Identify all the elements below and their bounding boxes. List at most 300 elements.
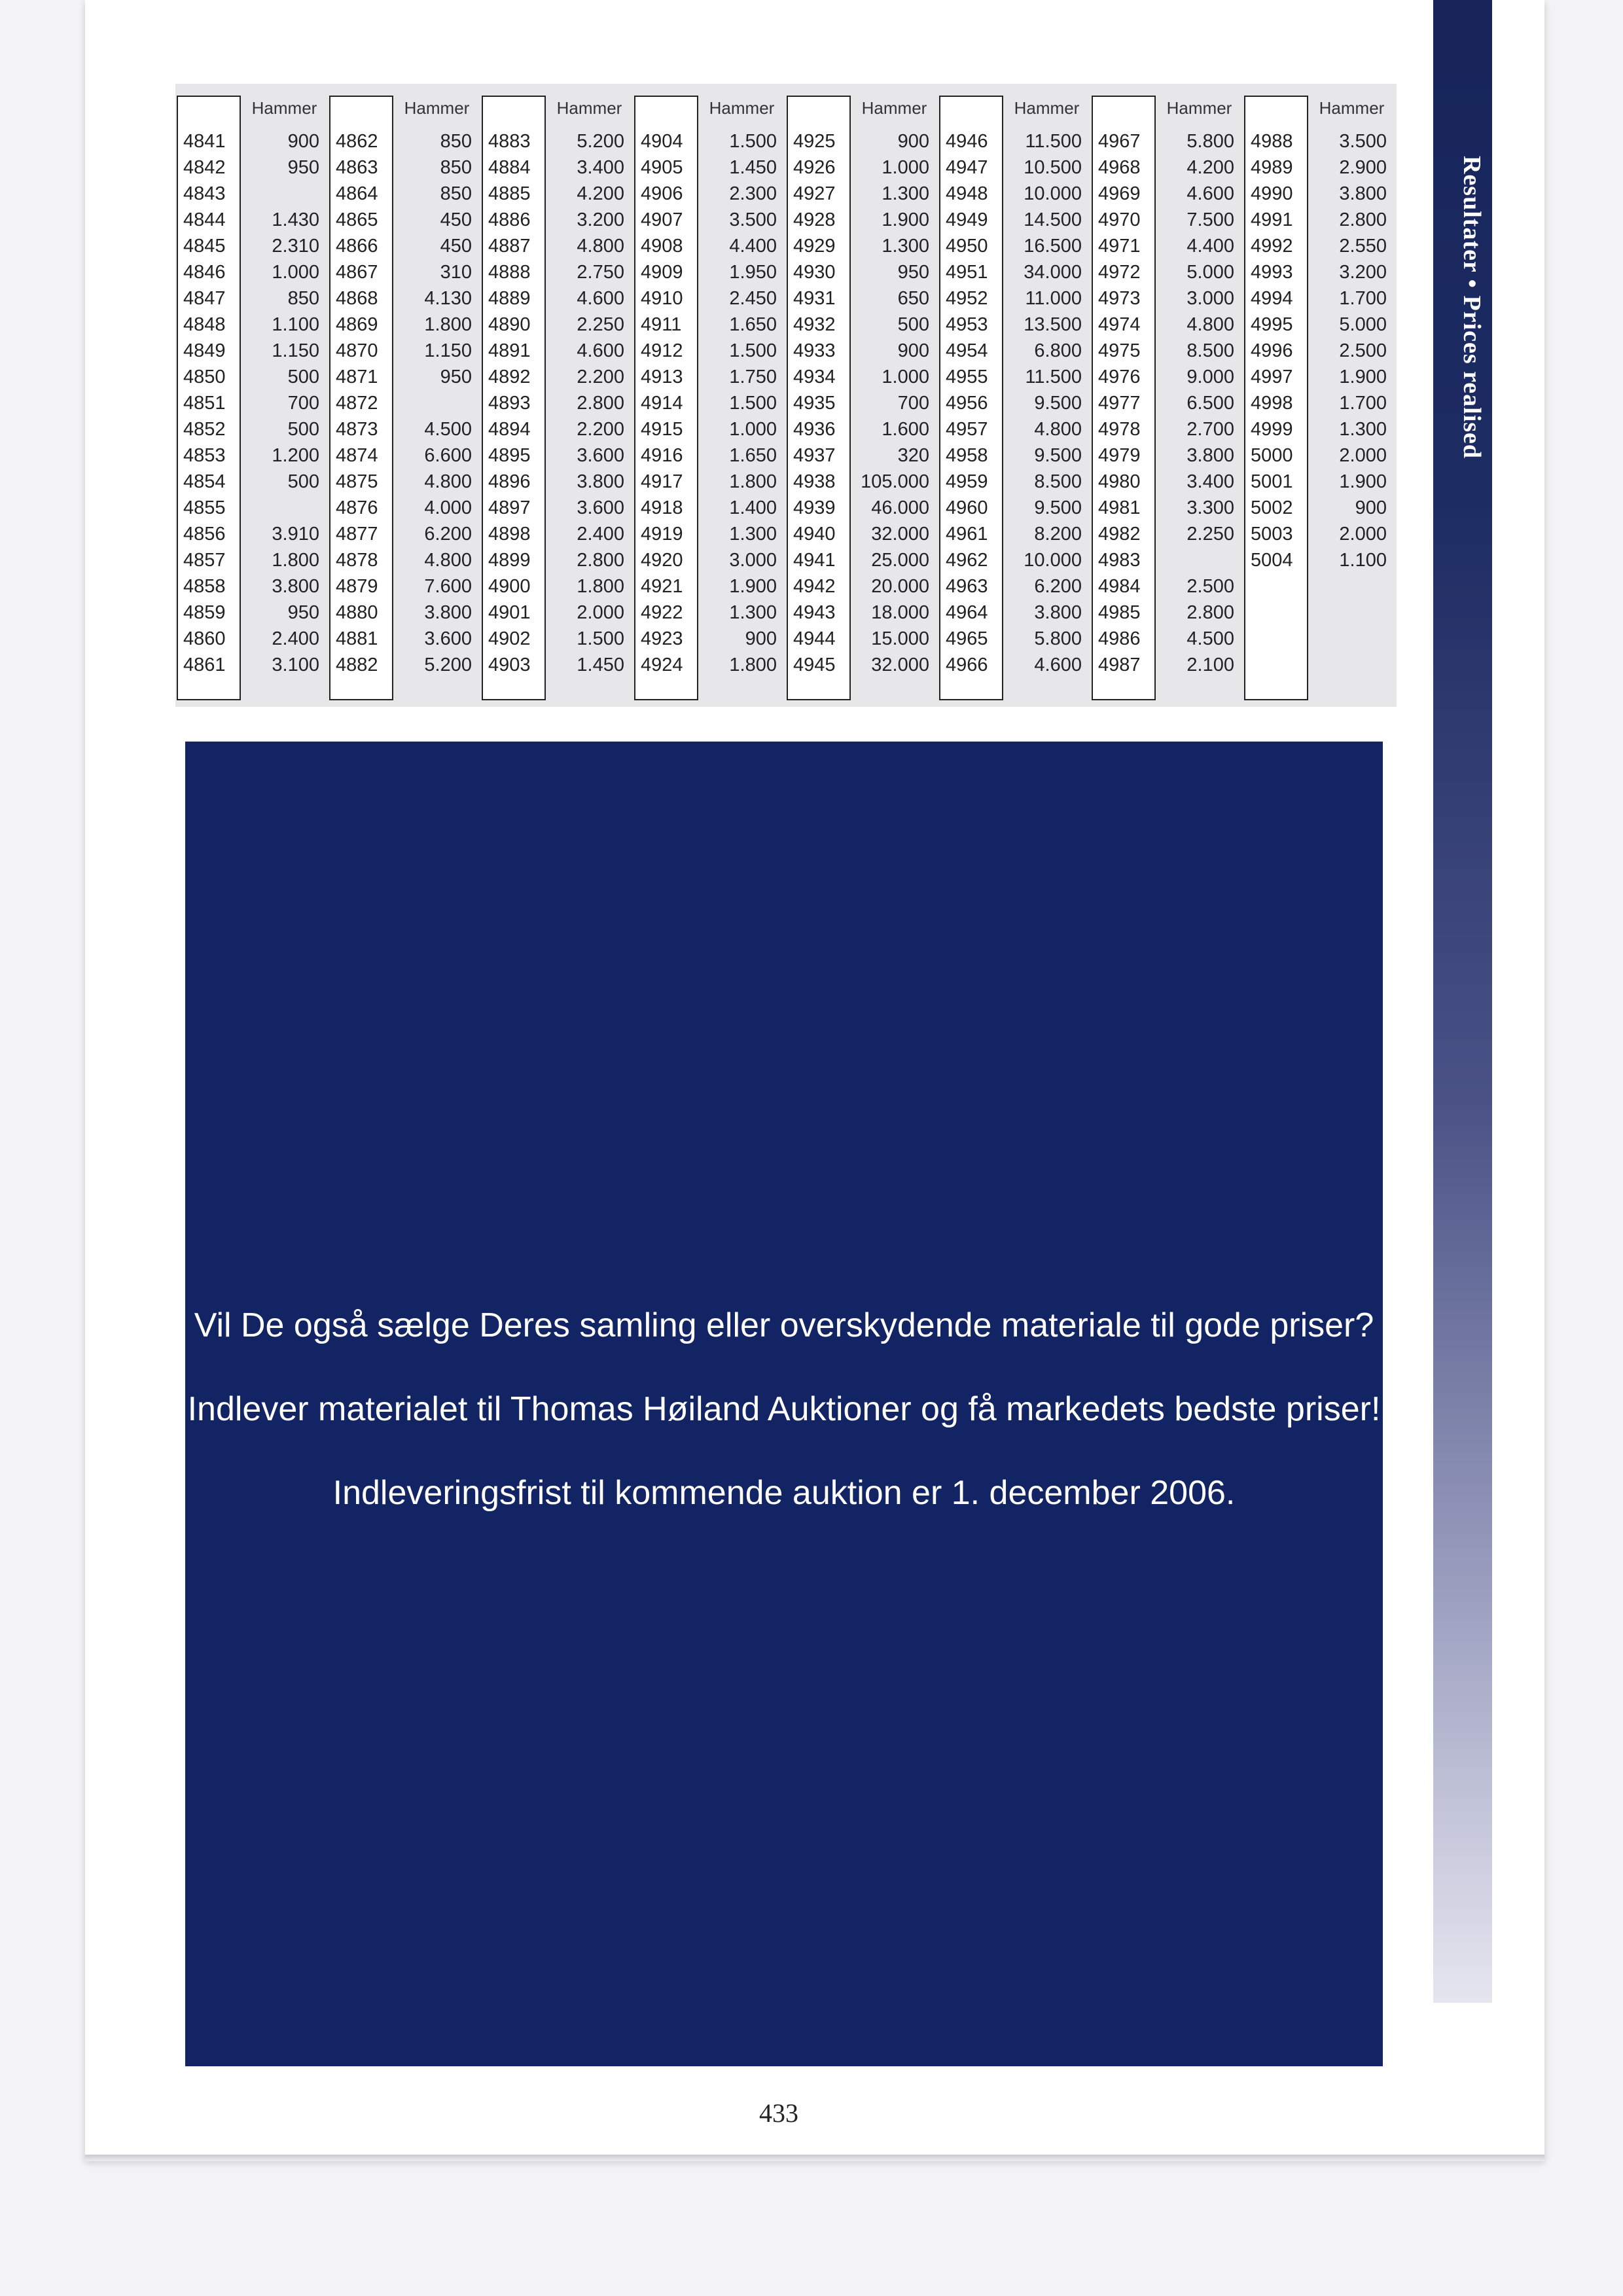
hammer-price: 1.450	[729, 157, 777, 178]
hammer-price: 2.100	[1186, 655, 1234, 675]
lot-number: 4920	[641, 550, 683, 571]
table-row	[175, 626, 328, 652]
lot-number: 4885	[488, 183, 531, 204]
lot-number: 4965	[946, 628, 988, 649]
table-row	[633, 442, 785, 469]
hammer-price: 950	[287, 602, 319, 623]
lot-number: 4969	[1098, 183, 1141, 204]
hammer-price: 1.300	[729, 524, 777, 545]
table-row	[328, 259, 480, 285]
table-row	[328, 600, 480, 626]
hammer-price: 10.000	[1024, 183, 1082, 204]
lot-number: 4974	[1098, 314, 1141, 335]
hammer-price: 1.000	[272, 262, 319, 283]
hammer-price: 3.300	[1186, 497, 1234, 518]
hammer-price: 4.400	[1186, 236, 1234, 257]
table-row	[633, 390, 785, 416]
lot-number: 4936	[793, 419, 836, 440]
hammer-price: 950	[287, 157, 319, 178]
hammer-price: 5.000	[1339, 314, 1387, 335]
hammer-price: 2.300	[729, 183, 777, 204]
lot-number: 4886	[488, 209, 531, 230]
table-row	[175, 128, 328, 154]
lot-number: 4988	[1251, 131, 1293, 152]
table-row	[480, 259, 633, 285]
hammer-price: 6.200	[1034, 576, 1082, 597]
hammer-price: 3.200	[1339, 262, 1387, 283]
table-row	[480, 364, 633, 390]
side-label: Resultater • Prices realised	[1458, 156, 1486, 459]
table-row	[175, 154, 328, 181]
table-row	[480, 285, 633, 312]
hammer-price: 8.500	[1186, 340, 1234, 361]
hammer-price: 3.100	[272, 655, 319, 675]
hammer-price: 34.000	[1024, 262, 1082, 283]
hammer-price: 3.000	[1186, 288, 1234, 309]
lot-number: 4959	[946, 471, 988, 492]
table-row	[938, 416, 1090, 442]
hammer-price: 3.800	[1186, 445, 1234, 466]
hammer-price: 4.130	[424, 288, 472, 309]
hammer-price: 2.550	[1339, 236, 1387, 257]
lot-number: 4954	[946, 340, 988, 361]
table-row	[1243, 416, 1395, 442]
table-row	[938, 547, 1090, 573]
table-row	[175, 207, 328, 233]
lot-number: 4879	[336, 576, 378, 597]
lot-number: 4952	[946, 288, 988, 309]
lot-number: 4996	[1251, 340, 1293, 361]
lot-number: 4914	[641, 393, 683, 414]
hammer-price: 4.200	[1186, 157, 1234, 178]
table-row	[1090, 573, 1243, 600]
lot-number: 4900	[488, 576, 531, 597]
lot-number: 4868	[336, 288, 378, 309]
hammer-price: 3.800	[577, 471, 624, 492]
hammer-price: 3.600	[577, 445, 624, 466]
table-row	[938, 312, 1090, 338]
hammer-price: 500	[287, 471, 319, 492]
table-row	[328, 547, 480, 573]
hammer-price: 4.800	[577, 236, 624, 257]
lot-number: 4942	[793, 576, 836, 597]
hammer-price: 1.430	[272, 209, 319, 230]
table-row	[785, 521, 938, 547]
price-column	[938, 84, 1090, 707]
lot-number: 4999	[1251, 419, 1293, 440]
table-row	[633, 312, 785, 338]
lot-number: 4935	[793, 393, 836, 414]
hammer-price: 1.800	[729, 655, 777, 675]
table-row	[480, 442, 633, 469]
table-row	[633, 469, 785, 495]
lot-number: 4909	[641, 262, 683, 283]
table-row	[175, 652, 328, 678]
lot-number: 4866	[336, 236, 378, 257]
table-row	[633, 128, 785, 154]
table-row	[1090, 442, 1243, 469]
table-row	[480, 207, 633, 233]
table-row	[1243, 469, 1395, 495]
lot-number: 4919	[641, 524, 683, 545]
hammer-price: 3.800	[1034, 602, 1082, 623]
lot-number: 4869	[336, 314, 378, 335]
table-row	[1243, 128, 1395, 154]
table-row	[785, 469, 938, 495]
lot-number: 4877	[336, 524, 378, 545]
lot-number: 4950	[946, 236, 988, 257]
lot-number: 4881	[336, 628, 378, 649]
table-row	[938, 626, 1090, 652]
table-row	[175, 416, 328, 442]
table-row	[1243, 233, 1395, 259]
hammer-price: 3.910	[272, 524, 319, 545]
hammer-price: 1.200	[272, 445, 319, 466]
lot-number: 4937	[793, 445, 836, 466]
hammer-price: 2.250	[1186, 524, 1234, 545]
table-row	[1090, 652, 1243, 678]
table-row	[633, 207, 785, 233]
table-row	[1090, 312, 1243, 338]
page-edge	[85, 2155, 1544, 2161]
hammer-price: 4.000	[424, 497, 472, 518]
table-row	[633, 285, 785, 312]
hammer-price: 1.900	[729, 576, 777, 597]
lot-number: 4928	[793, 209, 836, 230]
hammer-price: 1.100	[1339, 550, 1387, 571]
hammer-price: 11.000	[1025, 288, 1082, 309]
table-row	[1243, 207, 1395, 233]
lot-number: 4910	[641, 288, 683, 309]
table-row	[328, 312, 480, 338]
hammer-price: 18.000	[871, 602, 929, 623]
hammer-price: 850	[287, 288, 319, 309]
hammer-price: 1.950	[729, 262, 777, 283]
lot-number: 4880	[336, 602, 378, 623]
table-row	[175, 442, 328, 469]
lot-number: 4949	[946, 209, 988, 230]
table-row	[938, 259, 1090, 285]
lot-number: 4916	[641, 445, 683, 466]
lot-number: 4843	[183, 183, 226, 204]
hammer-price: 850	[440, 131, 472, 152]
table-row	[938, 652, 1090, 678]
table-row	[328, 154, 480, 181]
hammer-price: 2.200	[577, 367, 624, 387]
lot-number: 5000	[1251, 445, 1293, 466]
table-row	[1090, 364, 1243, 390]
lot-number: 4955	[946, 367, 988, 387]
hammer-price: 950	[897, 262, 929, 283]
hammer-price: 4.200	[577, 183, 624, 204]
hammer-price: 4.500	[424, 419, 472, 440]
hammer-price: 6.600	[424, 445, 472, 466]
lot-number: 4926	[793, 157, 836, 178]
hammer-price: 950	[440, 367, 472, 387]
table-row	[480, 573, 633, 600]
table-row	[1090, 259, 1243, 285]
hammer-price: 3.500	[1339, 131, 1387, 152]
table-row	[785, 495, 938, 521]
lot-number: 4898	[488, 524, 531, 545]
lot-number: 4872	[336, 393, 378, 414]
hammer-price: 3.800	[424, 602, 472, 623]
lot-number: 4967	[1098, 131, 1141, 152]
lot-number: 4976	[1098, 367, 1141, 387]
lot-number: 4986	[1098, 628, 1141, 649]
lot-number: 4847	[183, 288, 226, 309]
table-row	[480, 390, 633, 416]
lot-number: 4856	[183, 524, 226, 545]
table-row	[938, 600, 1090, 626]
hammer-price: 3.800	[1339, 183, 1387, 204]
table-row	[785, 312, 938, 338]
lot-number: 5003	[1251, 524, 1293, 545]
lot-number: 4927	[793, 183, 836, 204]
hammer-price: 8.200	[1034, 524, 1082, 545]
table-row	[633, 364, 785, 390]
table-row	[938, 469, 1090, 495]
column-header: Hammer	[556, 98, 622, 118]
lot-number: 4887	[488, 236, 531, 257]
lot-number: 4962	[946, 550, 988, 571]
table-row	[1090, 128, 1243, 154]
lot-number: 4939	[793, 497, 836, 518]
lot-number: 4860	[183, 628, 226, 649]
table-row	[633, 233, 785, 259]
promo-line-1: Vil De også sælge Deres samling eller overskydende materiale til gode priser?	[194, 1306, 1374, 1344]
hammer-price: 1.000	[882, 367, 929, 387]
table-row	[785, 547, 938, 573]
lot-number: 4989	[1251, 157, 1293, 178]
hammer-price: 2.800	[1186, 602, 1234, 623]
table-row	[175, 469, 328, 495]
lot-number: 4867	[336, 262, 378, 283]
table-row	[328, 495, 480, 521]
lot-number: 4855	[183, 497, 226, 518]
lot-number: 4854	[183, 471, 226, 492]
hammer-price: 2.800	[577, 550, 624, 571]
hammer-price: 4.800	[1186, 314, 1234, 335]
lot-number: 4970	[1098, 209, 1141, 230]
price-column	[328, 84, 480, 707]
lot-number: 4998	[1251, 393, 1293, 414]
table-row	[633, 495, 785, 521]
lot-number: 4956	[946, 393, 988, 414]
hammer-price: 1.900	[882, 209, 929, 230]
table-row	[328, 652, 480, 678]
lot-number: 4889	[488, 288, 531, 309]
hammer-price: 1.150	[424, 340, 472, 361]
table-row	[328, 573, 480, 600]
lot-number: 4849	[183, 340, 226, 361]
lot-number: 4981	[1098, 497, 1141, 518]
hammer-price: 2.200	[577, 419, 624, 440]
table-row	[1090, 285, 1243, 312]
hammer-price: 15.000	[871, 628, 929, 649]
table-row	[1090, 469, 1243, 495]
hammer-price: 9.500	[1034, 393, 1082, 414]
table-row	[633, 652, 785, 678]
hammer-price: 1.500	[729, 131, 777, 152]
lot-number: 4848	[183, 314, 226, 335]
lot-number: 4883	[488, 131, 531, 152]
lot-number: 4852	[183, 419, 226, 440]
hammer-price: 3.400	[1186, 471, 1234, 492]
lot-number: 4870	[336, 340, 378, 361]
table-row	[328, 233, 480, 259]
lot-number: 4901	[488, 602, 531, 623]
hammer-price: 850	[440, 183, 472, 204]
table-row	[938, 338, 1090, 364]
column-header: Hammer	[1166, 98, 1232, 118]
table-row	[938, 128, 1090, 154]
lot-number: 4945	[793, 655, 836, 675]
hammer-price: 2.450	[729, 288, 777, 309]
lot-number: 4905	[641, 157, 683, 178]
hammer-price: 1.800	[272, 550, 319, 571]
lot-number: 4987	[1098, 655, 1141, 675]
table-row	[938, 442, 1090, 469]
hammer-price: 4.800	[424, 471, 472, 492]
lot-number: 4946	[946, 131, 988, 152]
table-row	[480, 416, 633, 442]
table-row	[1243, 154, 1395, 181]
lot-number: 4971	[1098, 236, 1141, 257]
table-row	[1243, 547, 1395, 573]
lot-number: 4892	[488, 367, 531, 387]
table-row	[480, 600, 633, 626]
hammer-price: 450	[440, 209, 472, 230]
lot-number: 4960	[946, 497, 988, 518]
lot-number: 4896	[488, 471, 531, 492]
lot-number: 4863	[336, 157, 378, 178]
price-column	[480, 84, 633, 707]
lot-number: 4968	[1098, 157, 1141, 178]
table-row	[785, 600, 938, 626]
lot-number: 4888	[488, 262, 531, 283]
hammer-price: 8.500	[1034, 471, 1082, 492]
table-row	[175, 338, 328, 364]
hammer-price: 20.000	[871, 576, 929, 597]
table-row	[785, 626, 938, 652]
lot-number: 4915	[641, 419, 683, 440]
hammer-price: 2.700	[1186, 419, 1234, 440]
table-row	[938, 154, 1090, 181]
hammer-price: 1.800	[577, 576, 624, 597]
table-row	[785, 652, 938, 678]
table-row	[480, 154, 633, 181]
hammer-price: 1.700	[1339, 393, 1387, 414]
lot-number: 5001	[1251, 471, 1293, 492]
lot-number: 4947	[946, 157, 988, 178]
lot-number: 4934	[793, 367, 836, 387]
hammer-price: 1.800	[729, 471, 777, 492]
hammer-price: 1.600	[882, 419, 929, 440]
table-row	[480, 521, 633, 547]
hammer-price: 2.400	[272, 628, 319, 649]
hammer-price: 1.300	[1339, 419, 1387, 440]
hammer-price: 32.000	[871, 524, 929, 545]
price-column	[1243, 84, 1395, 707]
table-row	[328, 416, 480, 442]
lot-number: 4895	[488, 445, 531, 466]
lot-number: 4921	[641, 576, 683, 597]
hammer-price: 2.250	[577, 314, 624, 335]
hammer-price: 2.000	[1339, 524, 1387, 545]
hammer-price: 1.500	[729, 393, 777, 414]
price-column	[1090, 84, 1243, 707]
table-row	[328, 390, 480, 416]
hammer-price: 450	[440, 236, 472, 257]
hammer-price: 4.800	[1034, 419, 1082, 440]
table-row	[785, 364, 938, 390]
column-header: Hammer	[1014, 98, 1080, 118]
table-row	[1090, 626, 1243, 652]
lot-number: 5004	[1251, 550, 1293, 571]
lot-number: 4972	[1098, 262, 1141, 283]
column-header: Hammer	[709, 98, 775, 118]
table-row	[633, 600, 785, 626]
hammer-price: 1.300	[729, 602, 777, 623]
hammer-price: 2.310	[272, 236, 319, 257]
table-row	[480, 128, 633, 154]
hammer-price: 700	[287, 393, 319, 414]
hammer-price: 700	[897, 393, 929, 414]
table-row	[1243, 364, 1395, 390]
table-row	[938, 233, 1090, 259]
hammer-price: 1.450	[577, 655, 624, 675]
hammer-price: 4.600	[577, 340, 624, 361]
table-row	[785, 259, 938, 285]
hammer-price: 5.200	[577, 131, 624, 152]
lot-number: 4929	[793, 236, 836, 257]
table-row	[938, 181, 1090, 207]
promo-line-3: Indleveringsfrist til kommende auktion er 1. december 2006.	[332, 1474, 1236, 1512]
hammer-price: 320	[897, 445, 929, 466]
lot-number: 4978	[1098, 419, 1141, 440]
table-row	[175, 259, 328, 285]
table-row	[1090, 207, 1243, 233]
lot-number: 4985	[1098, 602, 1141, 623]
table-row	[1090, 154, 1243, 181]
lot-number: 4878	[336, 550, 378, 571]
hammer-price: 500	[287, 419, 319, 440]
hammer-price: 1.900	[1339, 367, 1387, 387]
promo-line-2: Indlever materialet til Thomas Høiland Auktioner og få markedets bedste priser!	[187, 1390, 1381, 1428]
table-row	[1243, 495, 1395, 521]
hammer-price: 3.000	[729, 550, 777, 571]
lot-number: 4932	[793, 314, 836, 335]
hammer-price: 46.000	[871, 497, 929, 518]
hammer-price: 6.800	[1034, 340, 1082, 361]
lot-number: 4908	[641, 236, 683, 257]
hammer-price: 1.400	[729, 497, 777, 518]
table-row	[175, 600, 328, 626]
price-column	[633, 84, 785, 707]
hammer-price: 7.600	[424, 576, 472, 597]
lot-number: 4933	[793, 340, 836, 361]
hammer-price: 32.000	[871, 655, 929, 675]
lot-number: 4924	[641, 655, 683, 675]
hammer-price: 10.500	[1024, 157, 1082, 178]
lot-number: 4893	[488, 393, 531, 414]
table-row	[785, 154, 938, 181]
lot-number: 4953	[946, 314, 988, 335]
lot-number: 4975	[1098, 340, 1141, 361]
hammer-price: 2.500	[1186, 576, 1234, 597]
table-row	[1243, 521, 1395, 547]
